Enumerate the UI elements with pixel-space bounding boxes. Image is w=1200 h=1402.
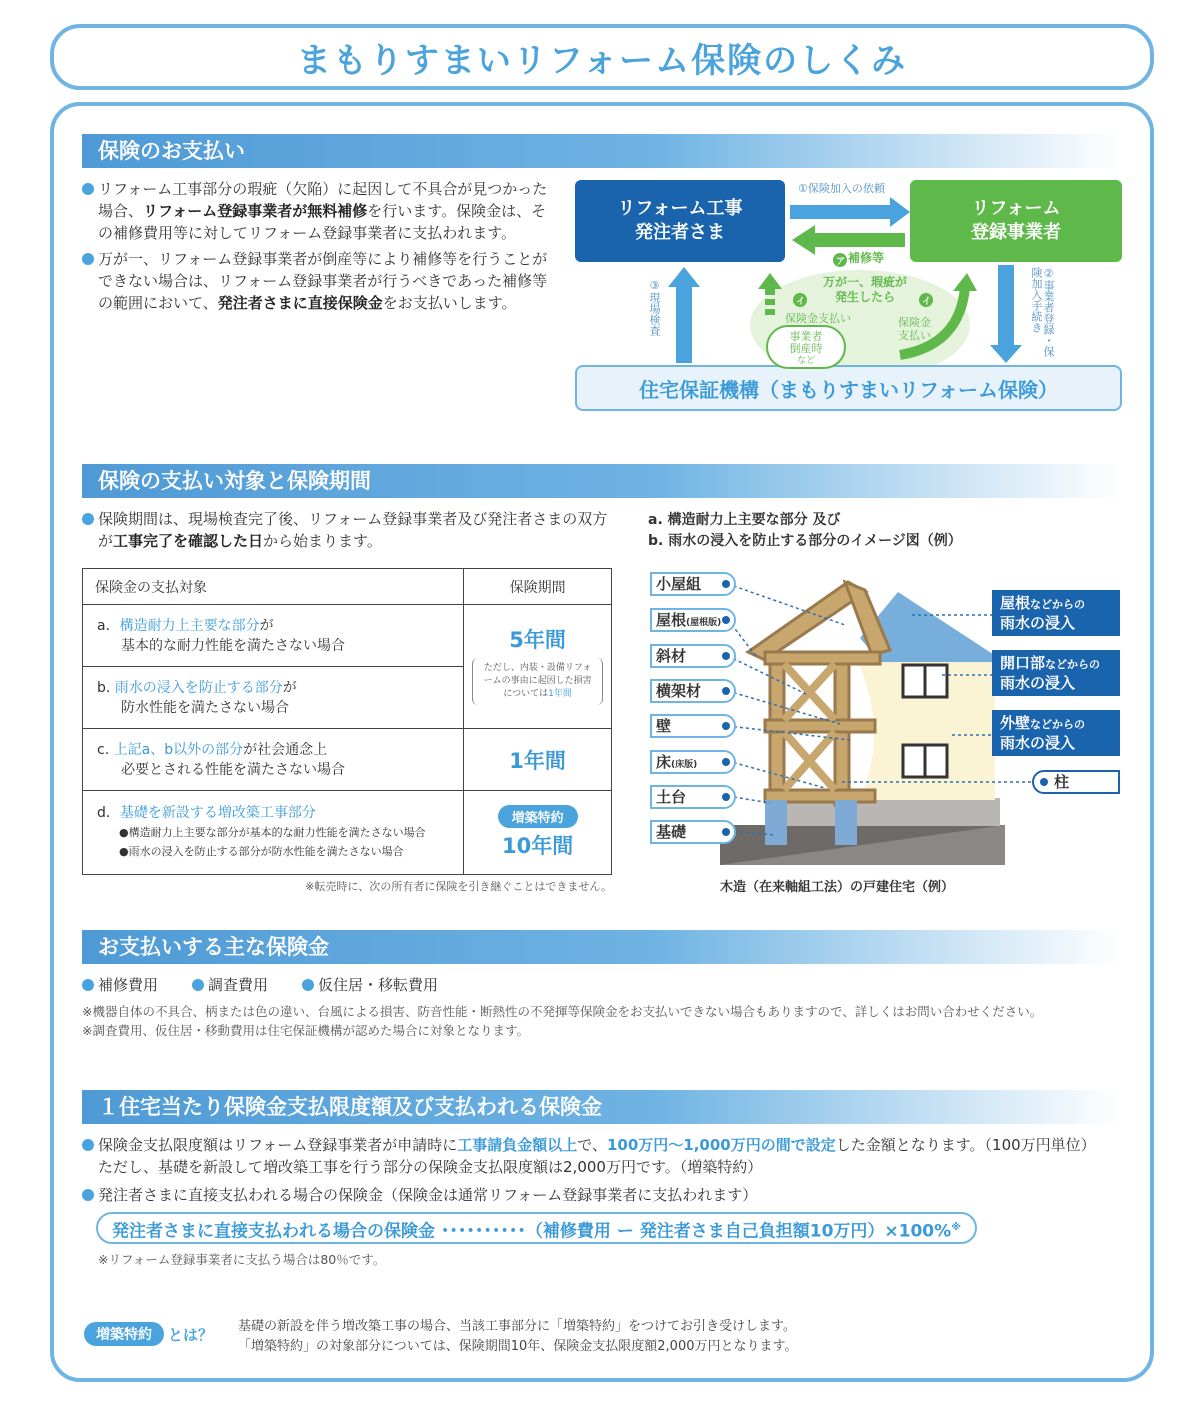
organization-box: 住宅保証機構（まもりすまいリフォーム保険） (575, 365, 1122, 411)
label-foundation: 基礎 (650, 820, 736, 844)
section-heading-payment: 保険のお支払い (82, 134, 1122, 168)
step3-label: ③現場検査 (648, 279, 661, 336)
payment-text (82, 178, 552, 314)
label-roof-truss: 小屋組 (650, 572, 736, 596)
rider-text: 基礎の新設を伴う増改築工事の場合、当該工事部分に「増築特約」をつけてお引き受けします。 「増築特約」の対象部分については、保険期間10年、保険金支払限度額2,000万円となります。 (238, 1319, 798, 1354)
coverage-intro-text: 保険期間は、現場検査完了後、リフォーム登録事業者及び発注者さまの双方が工事完了を確認した日から始まります。 (82, 508, 612, 552)
pay-right-label: 保険金 支払い (898, 316, 931, 342)
section-heading-limit: １住宅当たり保険金支払限度額及び支払われる保険金 (82, 1090, 1122, 1124)
limit-paragraph-2: 発注者さまに直接支払われる場合の保険金（保険金は通常リフォーム登録事業者に支払われます） (82, 1184, 1142, 1206)
section-heading-coverage: 保険の支払い対象と保険期間 (82, 464, 1122, 498)
period-c: 1年間 (464, 729, 612, 791)
pier-right (835, 800, 857, 845)
pier-left (765, 800, 787, 845)
table-row: d．基礎を新設する増改築工事部分 ●構造耐力上主要な部分が基本的な耐力性能を満たさない場合 ●雨水の浸入を防止する部分が防水性能を満たさない場合 増築特約 10年間 (83, 791, 612, 875)
pay-left-label: 保険金支払い (785, 312, 851, 325)
orderer-box: リフォーム工事 発注者さま (575, 180, 785, 262)
section-heading-main-payments: お支払いする主な保険金 (82, 930, 1122, 964)
label-wall-leak: 外壁などからの 雨水の浸入 (992, 710, 1120, 756)
beam-mid (765, 720, 875, 732)
flow-diagram (570, 175, 1130, 415)
payment-item: 調査費用 (192, 974, 268, 996)
main-payment-notes (82, 1002, 1142, 1040)
table-header-period: 保険期間 (464, 569, 612, 605)
coverage-table (82, 568, 612, 875)
page-title: まもりすまいリフォーム保険のしくみ (296, 40, 908, 81)
note-line: ※調査費用、仮住居・移動費用は住宅保証機構が認めた場合に対象となります。 (82, 1023, 529, 1038)
title-box (50, 24, 1154, 90)
label-opening-leak: 開口部などからの 雨水の浸入 (992, 650, 1120, 696)
rider-badge-group (84, 1322, 213, 1346)
label-roof: 屋根(屋根版) (650, 608, 736, 632)
table-row: b. 雨水の浸入を防止する部分が 防水性能を満たさない場合 (83, 667, 612, 729)
limit-note: ※リフォーム登録事業者に支払う場合は80％です。 (98, 1252, 386, 1267)
flow-arrow-repair (815, 233, 905, 247)
payment-paragraph-1: リフォーム工事部分の瑕疵（欠陥）に起因して不具合が見つかった場合、リフォーム登録事業者が無料補修を行います。保険金は、その補修費用等に対してリフォーム登録事業者に支払われます。 (82, 178, 552, 244)
rider-badge: 増築特約 (84, 1322, 164, 1346)
label-beam: 横架材 (650, 679, 736, 703)
table-header-target: 保険金の支払対象 (83, 569, 464, 605)
house-caption: a. 構造耐力上主要な部分 及び b. 雨水の浸入を防止する部分のイメージ図（例） (648, 512, 962, 549)
coverage-intro (82, 508, 612, 552)
house-footer: 木造（在来軸組工法）の戸建住宅（例） (720, 880, 955, 895)
bankrupt-bubble: 事業者 倒産時 など (766, 325, 846, 369)
step2-label: ②事業者登録・保険加入手続き (1030, 267, 1055, 357)
limit-paragraph-1: 保険金支払限度額はリフォーム登録事業者が申請時に工事請負金額以上で、100万円〜1,000万円の間で設定した金額となります。（100万円単位） ただし、基礎を新設して増改築工事を行う部分の保険金支払限度額は2,000万円です。（増築特約） (82, 1134, 1142, 1178)
payment-items (82, 974, 438, 996)
coverage-note: ※転売時に、次の所有者に保険を引き継ぐことはできません。 (305, 880, 612, 893)
center-text: 万が一、瑕疵が 発生したら (822, 275, 907, 304)
repair-label: 補修等 (848, 251, 885, 265)
table-row: c. 上記a、b以外の部分が社会通念上 必要とされる性能を満たさない場合 1年間 (83, 729, 612, 791)
label-pillar: 柱 (1032, 770, 1120, 794)
payment-item: 仮住居・移転費用 (302, 974, 438, 996)
flow-arrow-inspection (676, 285, 692, 363)
beam-top (765, 652, 880, 664)
period-ab-note: ただし、内装・設備リフォームの事由に起因した損害については1年間 (472, 658, 603, 705)
label-floor: 床(床版) (650, 750, 736, 774)
period-d: 10年間 (501, 834, 574, 858)
note-line: ※機器自体の不具合、柄または色の違い、台風による損害、防音性能・断熱性の不発揮等保険金をお支払いできない場合もありますので、詳しくはお問い合わせください。 (82, 1004, 1043, 1019)
flow-arrow-request (790, 205, 890, 219)
contractor-box: リフォーム 登録事業者 (910, 180, 1122, 262)
period-d-badge: 増築特約 (498, 805, 578, 828)
table-row: a．構造耐力上主要な部分が 基本的な耐力性能を満たさない場合 5年間 ただし、内装・設備リフォームの事由に起因した損害については1年間 (83, 605, 612, 667)
pay-right-mark-icon: イ (922, 297, 932, 307)
pay-left-mark-icon: イ (796, 297, 806, 307)
label-roof-leak: 屋根などからの 雨水の浸入 (992, 590, 1120, 636)
label-sill: 土台 (650, 785, 736, 809)
repair-mark-icon: ア (836, 257, 846, 267)
payment-paragraph-2: 万が一、リフォーム登録事業者が倒産等により補修等を行うことができない場合は、リフォーム登録事業者が行うべきであった補修等の範囲において、発注者さまに直接保険金をお支払いします。 (82, 248, 552, 314)
payment-item: 補修費用 (82, 974, 158, 996)
step1-label: ①保険加入の依頼 (798, 182, 885, 195)
label-brace: 斜材 (650, 644, 736, 668)
rider-question: とは？ (168, 1325, 214, 1344)
period-ab: 5年間 (509, 628, 566, 652)
flow-arrow-register (998, 265, 1014, 345)
formula-box: 発注者さまに直接支払われる場合の保険金 ･･････････（補修費用 ー 発注者さま自己負担額10万円）×100%※ (96, 1212, 977, 1244)
limit-text (82, 1134, 1142, 1206)
label-wall: 壁 (650, 714, 736, 738)
